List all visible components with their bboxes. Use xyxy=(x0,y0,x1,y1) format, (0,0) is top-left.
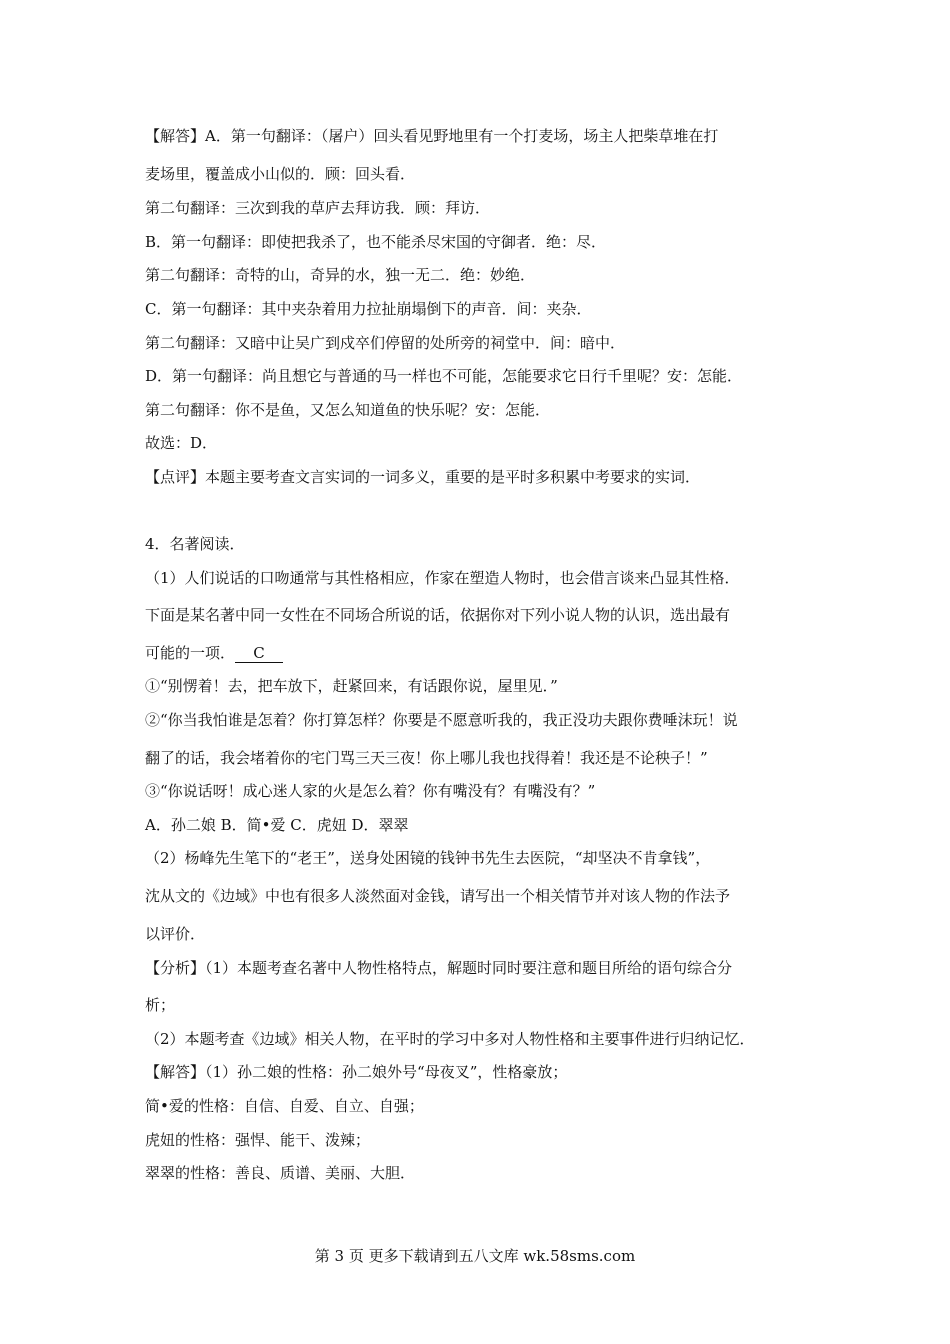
comment-line: 【点评】本题主要考查文言实词的一词多义，重要的是平时多积累中考要求的实词． xyxy=(145,468,701,486)
quote-line: 翻了的话，我会堵着你的宅门骂三天三夜！你上哪儿我也找得着！我还是不论秧子！” xyxy=(145,749,708,767)
answer-line: 【解答】A．第一句翻译：（屠户）回头看见野地里有一个打麦场，场主人把柴草堆在打 xyxy=(145,127,719,145)
translation-line: B．第一句翻译：即使把我杀了，也不能杀尽宋国的守御者．绝：尽． xyxy=(145,233,607,251)
selection-line: 故选：D． xyxy=(145,434,218,452)
answer-blank: C xyxy=(235,644,283,663)
question-paragraph xyxy=(145,643,283,663)
question-paragraph: 以评价． xyxy=(145,925,206,943)
question-paragraph: 下面是某名著中同一女性在不同场合所说的话，依据你对下列小说人物的认识，选出最有 xyxy=(145,606,731,624)
options-line: A．孙二娘 B．简•爱 C．虎妞 D．翠翠 xyxy=(145,816,409,834)
answer-line: 虎妞的性格：强悍、能干、泼辣； xyxy=(145,1131,371,1149)
analysis-line: （2）本题考查《边域》相关人物，在平时的学习中多对人物性格和主要事件进行归纳记忆． xyxy=(145,1030,755,1048)
answer-line: 简•爱的性格：自信、自爱、自立、自强； xyxy=(145,1097,424,1115)
quote-line: ①“别愣着！去，把车放下，赶紧回来，有话跟你说，屋里见．” xyxy=(145,677,558,695)
answer-line: 翠翠的性格：善良、质谱、美丽、大胆． xyxy=(145,1164,416,1182)
translation-line: 第二句翻译：你不是鱼，又怎么知道鱼的快乐呢？安：怎能． xyxy=(145,401,551,419)
quote-line: ③“你说话呀！成心迷人家的火是怎么着？你有嘴没有？有嘴没有？” xyxy=(145,782,596,800)
analysis-line: 析； xyxy=(145,996,176,1014)
question-paragraph: 沈从文的《边域》中也有很多人淡然面对金钱，请写出一个相关情节并对该人物的作法予 xyxy=(145,887,731,905)
translation-line: 第二句翻译：又暗中让吴广到戍卒们停留的处所旁的祠堂中．间：暗中． xyxy=(145,334,626,352)
analysis-line: 【分析】（1）本题考查名著中人物性格特点，解题时同时要注意和题目所给的语句综合分 xyxy=(145,959,733,977)
question-paragraph: （1）人们说话的口吻通常与其性格相应，作家在塑造人物时，也会借言谈来凸显其性格． xyxy=(145,569,740,587)
translation-line: C．第一句翻译：其中夹杂着用力拉扯崩塌倒下的声音．间：夹杂． xyxy=(145,300,592,318)
answer-line: 麦场里，覆盖成小山似的．顾：回头看． xyxy=(145,165,416,183)
translation-line: D．第一句翻译：尚且想它与普通的马一样也不可能，怎能要求它日行千里呢？安：怎能． xyxy=(145,367,743,385)
quote-line: ②“你当我怕谁是怎着？你打算怎样？你要是不愿意听我的，我正没功夫跟你费唾沫玩！说 xyxy=(145,711,738,729)
question-title: 4．名著阅读． xyxy=(145,535,245,553)
page-footer: 第 3 页 更多下载请到五八文库 wk.58sms.com xyxy=(314,1247,636,1265)
translation-line: 第二句翻译：三次到我的草庐去拜访我．顾：拜访． xyxy=(145,199,491,217)
translation-line: 第二句翻译：奇特的山，奇异的水，独一无二．绝：妙绝． xyxy=(145,266,536,284)
question-text: 可能的一项． xyxy=(145,644,236,662)
answer-line: 【解答】（1）孙二娘的性格：孙二娘外号“母夜叉”，性格豪放； xyxy=(145,1063,568,1081)
question-paragraph: （2）杨峰先生笔下的“老王”，送身处困镜的钱钟书先生去医院，“却坚决不肯拿钱”， xyxy=(145,849,711,867)
